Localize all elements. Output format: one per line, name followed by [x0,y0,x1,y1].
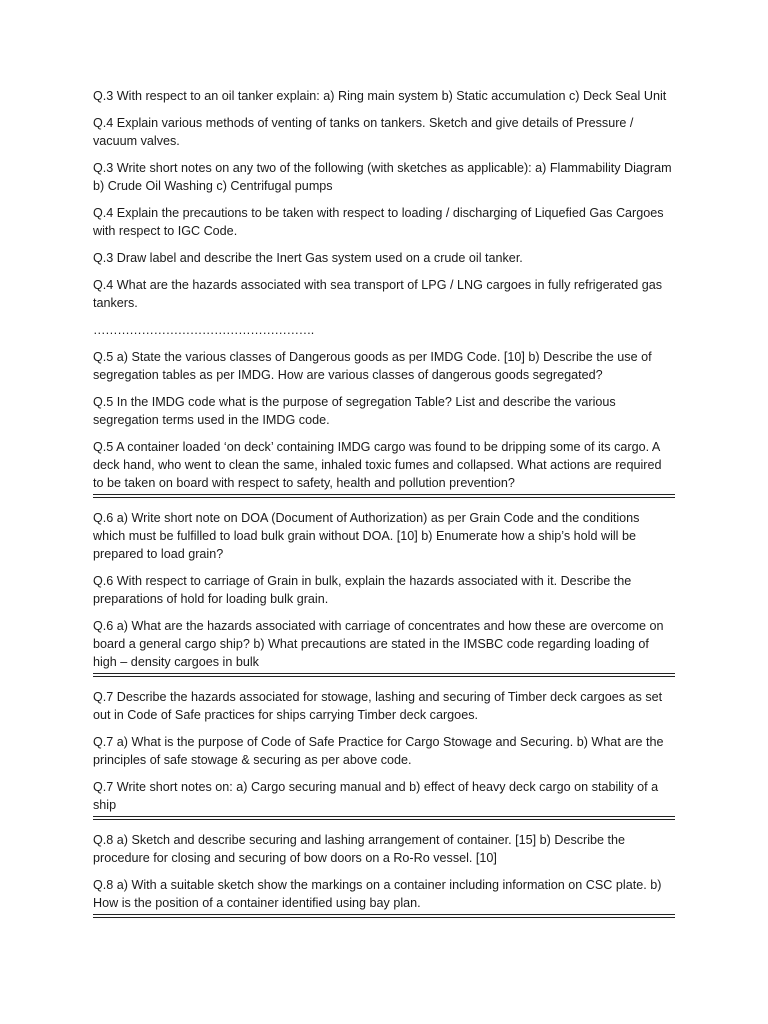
question-q6-grain-hazards: Q.6 With respect to carriage of Grain in bulk, explain the hazards associated with it. Describe the preparations of hold for loading bulk grain. [93,574,632,606]
question-q5-dripping-container: Q.5 A container loaded ‘on deck’ containing IMDG cargo was found to be dripping some of its cargo. A deck hand, who went to clean the same, inhaled toxic fumes and collapsed. What actions are required to be taken on board with respect to safety, health and pollution prevention? [93,440,662,490]
question-document [93,87,675,929]
section-divider [93,494,675,498]
question-q3-inert-gas: Q.3 Draw label and describe the Inert Gas system used on a crude oil tanker. [93,251,523,265]
question-q7-safe-practice: Q.7 a) What is the purpose of Code of Safe Practice for Cargo Stowage and Securing. b) What are the principles of safe stowage & securing as per above code. [93,735,664,767]
section-divider [93,673,675,677]
question-q5-segregation-table: Q.5 In the IMDG code what is the purpose of segregation Table? List and describe the various segregation terms used in the IMDG code. [93,395,616,427]
dotted-separator: ………………………………………………. [93,323,314,337]
question-q5-dangerous-goods: Q.5 a) State the various classes of Dangerous goods as per IMDG Code. [10] b) Describe the use of segregation tables as per IMDG. How are various classes of dangerous goods segregated? [93,350,652,382]
question-q8-container-lashing: Q.8 a) Sketch and describe securing and lashing arrangement of container. [15] b) Describe the procedure for closing and securing of bow doors on a Ro-Ro vessel. [10] [93,833,626,865]
question-q6-doa: Q.6 a) Write short note on DOA (Document of Authorization) as per Grain Code and the conditions which must be fulfilled to load bulk grain without DOA. [10] b) Enumerate how a ship’s hold will be prepared to load grain? [93,511,640,561]
question-q7-securing-manual: Q.7 Write short notes on: a) Cargo securing manual and b) effect of heavy deck cargo on stability of a ship [93,780,659,812]
question-q3-ring-main: Q.3 With respect to an oil tanker explain: a) Ring main system b) Static accumulation c) Deck Seal Unit [93,89,667,103]
question-q6-concentrates: Q.6 a) What are the hazards associated with carriage of concentrates and how these are overcome on board a general cargo ship? b) What precautions are stated in the IMSBC code regarding loading of high – density cargoes in bulk [93,619,664,669]
section-divider [93,914,675,918]
question-q8-container-markings: Q.8 a) With a suitable sketch show the markings on a container including information on CSC plate. b) How is the position of a container identified using bay plan. [93,878,662,910]
question-q4-venting: Q.4 Explain various methods of venting of tanks on tankers. Sketch and give details of Pressure / vacuum valves. [93,116,634,148]
question-q4-lpg-lng: Q.4 What are the hazards associated with sea transport of LPG / LNG cargoes in fully refrigerated gas tankers. [93,278,663,310]
question-q3-short-notes: Q.3 Write short notes on any two of the following (with sketches as applicable): a) Flammability Diagram b) Crude Oil Washing c) Centrifugal pumps [93,161,672,193]
question-q4-liquefied-gas: Q.4 Explain the precautions to be taken with respect to loading / discharging of Liquefied Gas Cargoes with respect to IGC Code. [93,206,664,238]
section-divider [93,816,675,820]
question-q7-timber: Q.7 Describe the hazards associated for stowage, lashing and securing of Timber deck cargoes as set out in Code of Safe practices for ships carrying Timber deck cargoes. [93,690,663,722]
